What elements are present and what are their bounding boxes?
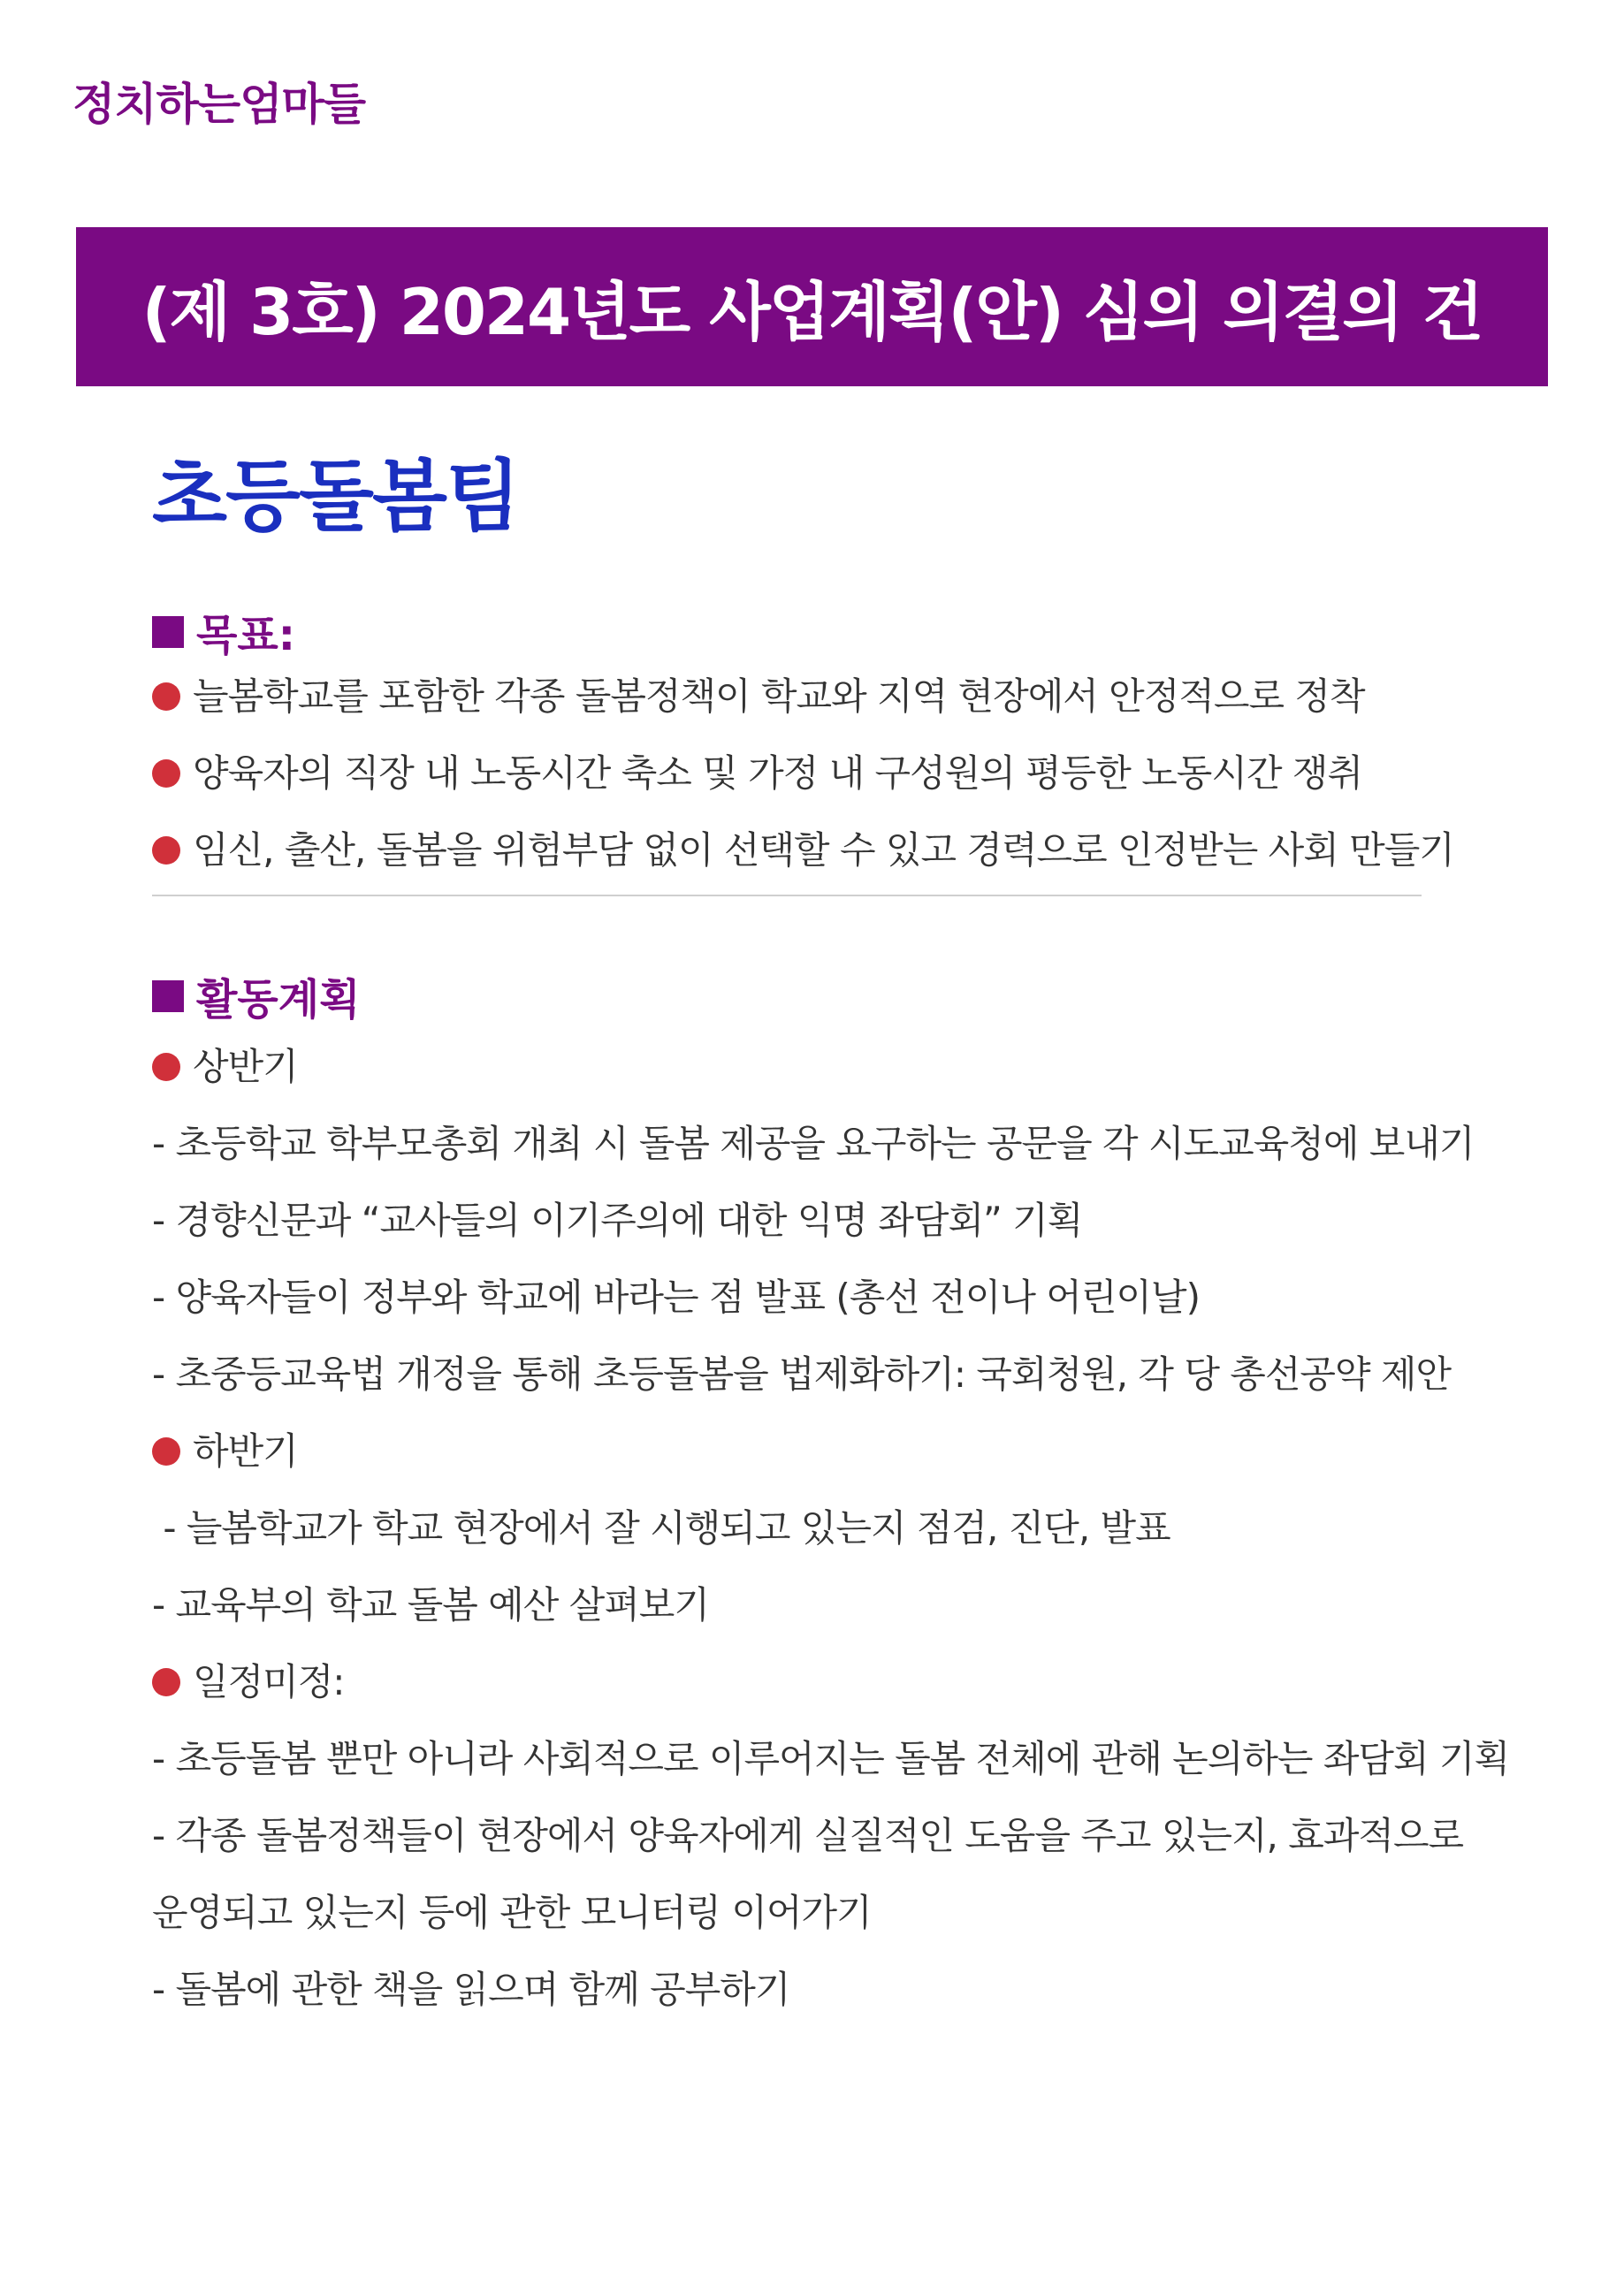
goal-item xyxy=(152,674,1365,718)
period-label xyxy=(152,1429,298,1473)
plan-item-text: 운영되고 있는지 등에 관한 모니터링 이어가기 xyxy=(152,1891,872,1934)
plan-item-text: - 양육자들이 정부와 학교에 바라는 점 발표 (총선 전이나 어린이날) xyxy=(152,1276,1200,1319)
red-dot-icon xyxy=(152,1668,180,1696)
goal-text: 늘봄학교를 포함한 각종 돌봄정책이 학교와 지역 현장에서 안정적으로 정착 xyxy=(193,674,1365,718)
plan-item xyxy=(152,1891,872,1934)
period-label xyxy=(152,1660,345,1703)
plan-item-text: - 초중등교육법 개정을 통해 초등돌봄을 법제화하기: 국회청원, 각 당 총선공약 제안 xyxy=(152,1352,1452,1396)
period-label xyxy=(152,1045,298,1088)
plan-heading-label: 활동계획 xyxy=(196,975,361,1025)
period-text: 하반기 xyxy=(193,1429,298,1473)
plan-item-text: - 경향신문과 “교사들의 이기주의에 대한 익명 좌담회” 기획 xyxy=(152,1199,1083,1242)
plan-item-text: - 돌봄에 관한 책을 읽으며 함께 공부하기 xyxy=(152,1968,790,2011)
plan-item-text: - 교육부의 학교 돌봄 예산 살펴보기 xyxy=(152,1583,709,1627)
plan-item-text: - 각종 돌봄정책들이 현장에서 양육자에게 실질적인 도움을 주고 있는지, 효과적으로 xyxy=(152,1814,1464,1857)
plan-item xyxy=(152,1814,1464,1857)
section-divider xyxy=(152,895,1422,896)
document-title: (제 3호) 2024년도 사업계획(안) 심의 의결의 건 xyxy=(141,275,1483,349)
plan-item xyxy=(152,1199,1083,1242)
title-banner xyxy=(76,227,1548,386)
red-dot-icon xyxy=(152,1437,180,1466)
goal-text: 임신, 출산, 돌봄을 위험부담 없이 선택할 수 있고 경력으로 인정받는 사회 만들기 xyxy=(193,828,1454,872)
square-bullet-icon xyxy=(152,616,184,648)
plan-item-text: - 초등학교 학부모총회 개최 시 돌봄 제공을 요구하는 공문을 각 시도교육청에 보내기 xyxy=(152,1122,1475,1165)
plan-heading xyxy=(152,965,360,1026)
plan-item xyxy=(152,1583,709,1627)
plan-item xyxy=(152,1506,1170,1550)
square-bullet-icon xyxy=(152,980,184,1012)
period-text: 일정미정: xyxy=(193,1660,345,1703)
goals-heading xyxy=(152,601,295,662)
plan-item-text: - 초등돌봄 뿐만 아니라 사회적으로 이루어지는 돌봄 전체에 관해 논의하는 좌담회 기획 xyxy=(152,1737,1510,1780)
team-title: 초등돌봄팀 xyxy=(152,451,520,542)
plan-item xyxy=(152,1968,790,2011)
red-dot-icon xyxy=(152,759,180,788)
red-dot-icon xyxy=(152,836,180,865)
goal-item xyxy=(152,828,1454,872)
goal-text: 양육자의 직장 내 노동시간 축소 및 가정 내 구성원의 평등한 노동시간 쟁취 xyxy=(193,751,1363,795)
red-dot-icon xyxy=(152,1053,180,1081)
plan-item xyxy=(152,1276,1200,1319)
goals-heading-label: 목표: xyxy=(196,611,295,660)
goal-item xyxy=(152,751,1363,795)
plan-item xyxy=(152,1352,1452,1396)
plan-item xyxy=(152,1737,1510,1780)
red-dot-icon xyxy=(152,682,180,711)
org-name: 정치하는엄마들 xyxy=(72,79,366,130)
period-text: 상반기 xyxy=(193,1045,298,1088)
plan-item xyxy=(152,1122,1475,1165)
plan-item-text: - 늘봄학교가 학교 현장에서 잘 시행되고 있는지 점검, 진단, 발표 xyxy=(152,1506,1170,1550)
